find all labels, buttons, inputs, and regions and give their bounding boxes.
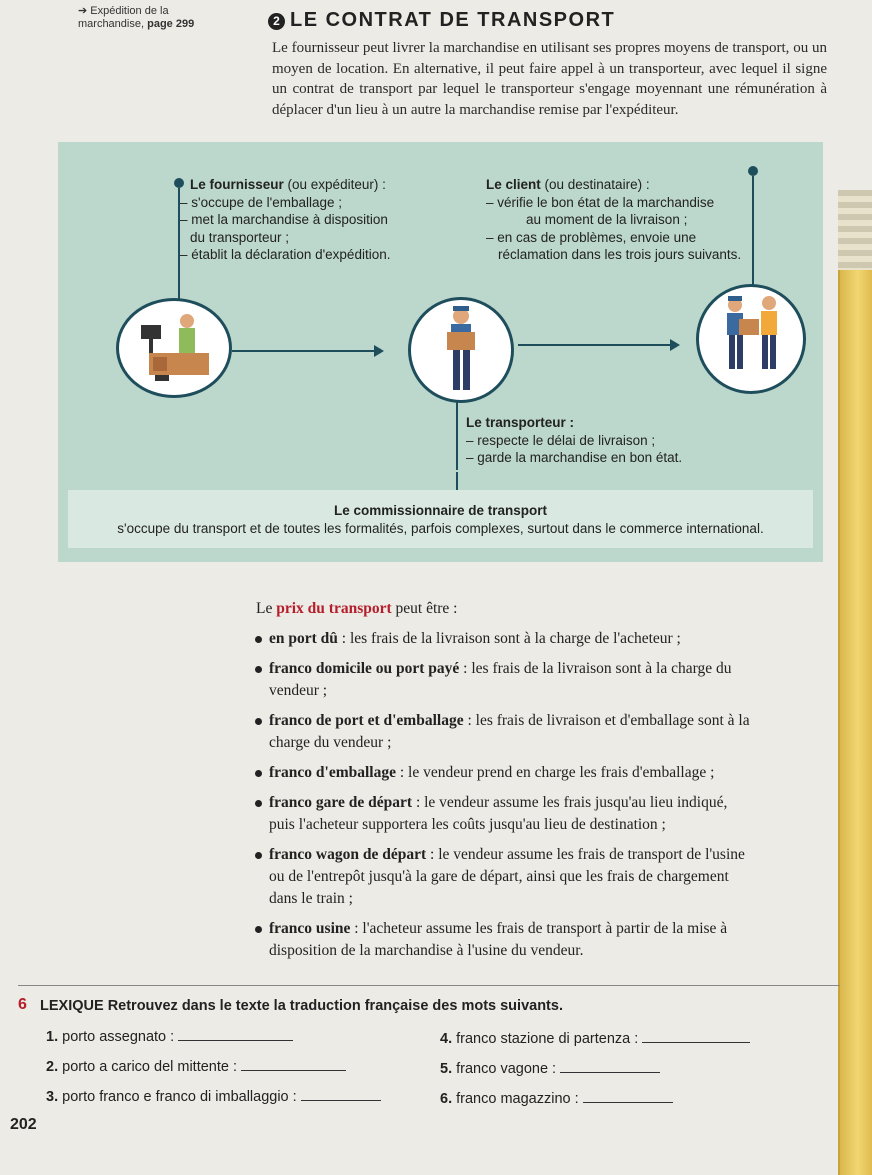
intro-paragraph: Le fournisseur peut livrer la marchandise en utilisant ses propres moyens de transport, ou un moyen de location. En alternative, il peut faire appel à un transporteur, avec lequel il signe un contrat de transport par lequel le transporteur s'engage moyennant une rémunération à déplacer d'un lieu à un autre la marchandise remise par l'expéditeur.	[272, 40, 827, 118]
lexique-item-6: 6. franco magazzino :	[440, 1090, 673, 1107]
answer-field-4[interactable]	[642, 1030, 750, 1043]
exercise-heading: LEXIQUE Retrouvez dans le texte la traduction française des mots suivants.	[40, 998, 563, 1014]
lexique-item-1: 1. porto assegnato :	[46, 1028, 293, 1045]
price-intro: Le prix du transport peut être :	[256, 600, 458, 617]
lexique-item-5: 5. franco vagone :	[440, 1060, 660, 1077]
carrier-line	[456, 400, 458, 470]
answer-field-6[interactable]	[583, 1090, 673, 1103]
arrow-carrier-to-client	[518, 344, 678, 346]
section-number: 2	[268, 13, 285, 30]
list-item: franco wagon de départ : le vendeur assume les frais de transport de l'usine ou de l'entrepôt jusqu'à la gare de départ, ainsi que les frais de chargement dans le train ;	[253, 844, 848, 910]
list-item: franco gare de départ : le vendeur assume les frais jusqu'au lieu indiqué, puis l'acheteur supportera les coûts jusqu'au lieu de destination ;	[253, 792, 848, 836]
list-item: en port dû : les frais de la livraison sont à la charge de l'acheteur ;	[253, 628, 848, 650]
commission-title: Le commissionnaire de transport	[333, 503, 548, 518]
lexique-item-3: 3. porto franco e franco di imballaggio :	[46, 1088, 381, 1105]
client-text: Le client (ou destinataire) : – vérifie le bon état de la marchandise au moment de la livraison ; – en cas de problèmes, envoie une réclamation dans les trois jours suivants.	[486, 177, 742, 262]
price-list	[253, 620, 848, 962]
arrow-icon: ➔	[78, 5, 88, 17]
supplier-text: Le fournisseur (ou expéditeur) : – s'occupe de l'emballage ; – met la marchandise à disposition du transporteur ; – établit la déclaration d'expédition.	[180, 177, 391, 262]
supplier-dot	[174, 178, 184, 188]
answer-field-3[interactable]	[301, 1088, 381, 1101]
lexique-item-2: 2. porto a carico del mittente :	[46, 1058, 346, 1075]
divider	[18, 985, 840, 986]
list-item: franco de port et d'emballage : les frais de livraison et d'emballage sont à la charge du vendeur ;	[253, 710, 848, 754]
list-item: franco d'emballage : le vendeur prend en charge les frais d'emballage ;	[253, 762, 848, 784]
delivery-illustration	[696, 284, 806, 394]
client-dot	[748, 166, 758, 176]
commission-line	[456, 472, 458, 490]
section-title: LE CONTRAT DE TRANSPORT	[290, 9, 616, 31]
carrier-illustration	[408, 297, 514, 403]
exercise-number: 6	[18, 996, 27, 1013]
answer-field-1[interactable]	[178, 1028, 293, 1041]
office-illustration	[116, 298, 232, 398]
transport-diagram	[58, 142, 823, 562]
pencil-tip-decoration	[838, 190, 872, 270]
list-item: franco domicile ou port payé : les frais de la livraison sont à la charge du vendeur ;	[253, 658, 848, 702]
list-item: franco usine : l'acheteur assume les frais de transport à partir de la mise à disposition de la marchandise à l'usine du vendeur.	[253, 918, 848, 962]
answer-field-2[interactable]	[241, 1058, 346, 1071]
commission-text: s'occupe du transport et de toutes les formalités, parfois complexes, surtout dans le commerce international.	[117, 521, 764, 536]
arrow-supplier-to-carrier	[232, 350, 382, 352]
page-number: 202	[10, 1116, 37, 1133]
lexique-item-4: 4. franco stazione di partenza :	[440, 1030, 750, 1047]
page-reference: ➔ Expédition de la marchandise, page 299	[78, 5, 195, 30]
answer-field-5[interactable]	[560, 1060, 660, 1073]
carrier-text: Le transporteur : – respecte le délai de livraison ; – garde la marchandise en bon état.	[466, 415, 683, 465]
